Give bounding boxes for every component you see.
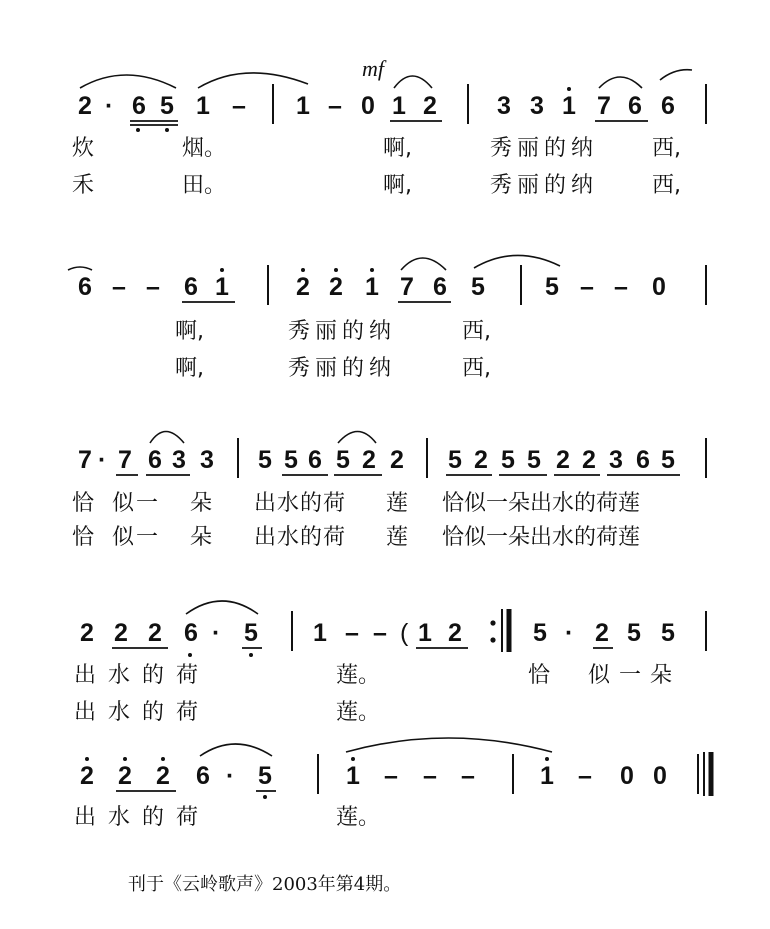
lyric: 恰 <box>72 491 95 516</box>
lyric: 啊, <box>383 173 412 198</box>
lyric: 恰 <box>72 525 95 550</box>
lyric: 恰似一朵出水的荷莲 <box>442 491 641 516</box>
lyric: 朵 <box>190 491 213 516</box>
augmentation-dot: · <box>105 92 114 120</box>
note: 6 <box>78 273 92 301</box>
lyric: 田。 <box>182 173 227 198</box>
note: 5 <box>527 446 541 474</box>
note: 7 <box>597 92 611 120</box>
note: 2 <box>296 273 310 301</box>
lyric: 似一 <box>112 491 161 516</box>
lyric: 莲 <box>386 525 409 550</box>
lyric: 出水的荷 <box>74 663 211 688</box>
note: 7 <box>400 273 414 301</box>
dash: – <box>578 762 592 790</box>
lyric: 啊, <box>383 136 412 161</box>
note: 5 <box>545 273 559 301</box>
final-barline <box>704 752 711 796</box>
lyric: 莲。 <box>336 805 381 830</box>
lyric: 西, <box>462 319 491 344</box>
note: 1 <box>365 273 379 301</box>
note: 2 <box>114 619 128 647</box>
note: 5 <box>533 619 547 647</box>
note: 6 <box>184 273 198 301</box>
lyric: 恰 <box>528 663 551 688</box>
note: 5 <box>471 273 485 301</box>
note: 6 <box>148 446 162 474</box>
note: 6 <box>196 762 210 790</box>
note: 5 <box>160 92 174 120</box>
rest: 0 <box>652 273 666 301</box>
note: 5 <box>448 446 462 474</box>
lyric: 秀丽的纳 <box>288 356 397 381</box>
dash: – <box>614 273 628 301</box>
lyric: 出水的荷 <box>254 525 347 550</box>
lyric: 西, <box>652 173 681 198</box>
note: 5 <box>258 762 272 790</box>
dash: – <box>423 762 437 790</box>
lyric: 似一朵 <box>588 663 682 688</box>
dash: – <box>384 762 398 790</box>
augmentation-dot: · <box>212 619 221 647</box>
note: 2 <box>595 619 609 647</box>
rest: 0 <box>361 92 375 120</box>
lyric: 似一 <box>112 525 161 550</box>
note: 5 <box>244 619 258 647</box>
note: 5 <box>661 619 675 647</box>
lyric: 啊, <box>175 319 204 344</box>
note: 5 <box>284 446 298 474</box>
note: 6 <box>184 619 198 647</box>
note: 2 <box>448 619 462 647</box>
note: 6 <box>636 446 650 474</box>
lyric: 禾 <box>72 173 95 198</box>
lyric: 烟。 <box>182 136 227 161</box>
lyric: 秀丽的纳 <box>490 136 599 161</box>
note: 2 <box>329 273 343 301</box>
note: 6 <box>132 92 146 120</box>
note: 2 <box>148 619 162 647</box>
note: 6 <box>628 92 642 120</box>
note: 1 <box>313 619 327 647</box>
note: 7 <box>118 446 132 474</box>
note: 2 <box>78 92 92 120</box>
note: 7 <box>78 446 92 474</box>
lyric: 莲。 <box>336 663 381 688</box>
dash: – <box>232 92 246 120</box>
note: 2 <box>118 762 132 790</box>
lyric: 莲 <box>386 491 409 516</box>
note: 1 <box>392 92 406 120</box>
lyric: 恰似一朵出水的荷莲 <box>442 525 641 550</box>
paren: ( <box>400 619 409 647</box>
note: 2 <box>474 446 488 474</box>
augmentation-dot: · <box>226 762 235 790</box>
note: 5 <box>501 446 515 474</box>
dash: – <box>373 619 387 647</box>
note: 6 <box>308 446 322 474</box>
note: 1 <box>296 92 310 120</box>
lyric: 朵 <box>190 525 213 550</box>
note: 2 <box>362 446 376 474</box>
publication-note: 刊于《云岭歌声》2003年第4期。 <box>128 874 402 895</box>
note: 1 <box>196 92 210 120</box>
lyric: 出水的荷 <box>74 700 211 725</box>
octave-dots <box>85 87 574 799</box>
note: 3 <box>200 446 214 474</box>
dash: – <box>461 762 475 790</box>
note: 1 <box>562 92 576 120</box>
note: 3 <box>497 92 511 120</box>
lyric: 西, <box>462 356 491 381</box>
dash: – <box>345 619 359 647</box>
note: 1 <box>215 273 229 301</box>
dash: – <box>328 92 342 120</box>
slurs <box>68 70 692 756</box>
note: 3 <box>609 446 623 474</box>
note: 5 <box>627 619 641 647</box>
note: 3 <box>172 446 186 474</box>
rhythm-underlines <box>112 121 680 791</box>
lyric: 西, <box>652 136 681 161</box>
augmentation-dot: · <box>565 619 574 647</box>
note: 3 <box>530 92 544 120</box>
note: 2 <box>156 762 170 790</box>
lyric: 啊, <box>175 356 204 381</box>
dash: – <box>146 273 160 301</box>
rest: 0 <box>620 762 634 790</box>
note: 5 <box>661 446 675 474</box>
dash: – <box>580 273 594 301</box>
note: 1 <box>418 619 432 647</box>
note: 2 <box>390 446 404 474</box>
dynamic-mark: mf <box>362 56 384 81</box>
repeat-barline <box>490 609 509 652</box>
lyric: 炊 <box>72 136 95 161</box>
note: 2 <box>80 619 94 647</box>
lyric: 秀丽的纳 <box>490 173 599 198</box>
note: 2 <box>80 762 94 790</box>
lyric: 秀丽的纳 <box>288 319 397 344</box>
note: 1 <box>540 762 554 790</box>
lyric: 出水的荷 <box>74 805 211 830</box>
note: 5 <box>336 446 350 474</box>
note: 1 <box>346 762 360 790</box>
augmentation-dot: · <box>98 446 107 474</box>
note: 2 <box>556 446 570 474</box>
note: 2 <box>423 92 437 120</box>
lyric: 出水的荷 <box>254 491 347 516</box>
lyric: 莲。 <box>336 700 381 725</box>
note: 5 <box>258 446 272 474</box>
note: 2 <box>582 446 596 474</box>
note: 6 <box>433 273 447 301</box>
note: 6 <box>661 92 675 120</box>
rest: 0 <box>653 762 667 790</box>
dash: – <box>112 273 126 301</box>
barlines <box>238 84 706 794</box>
